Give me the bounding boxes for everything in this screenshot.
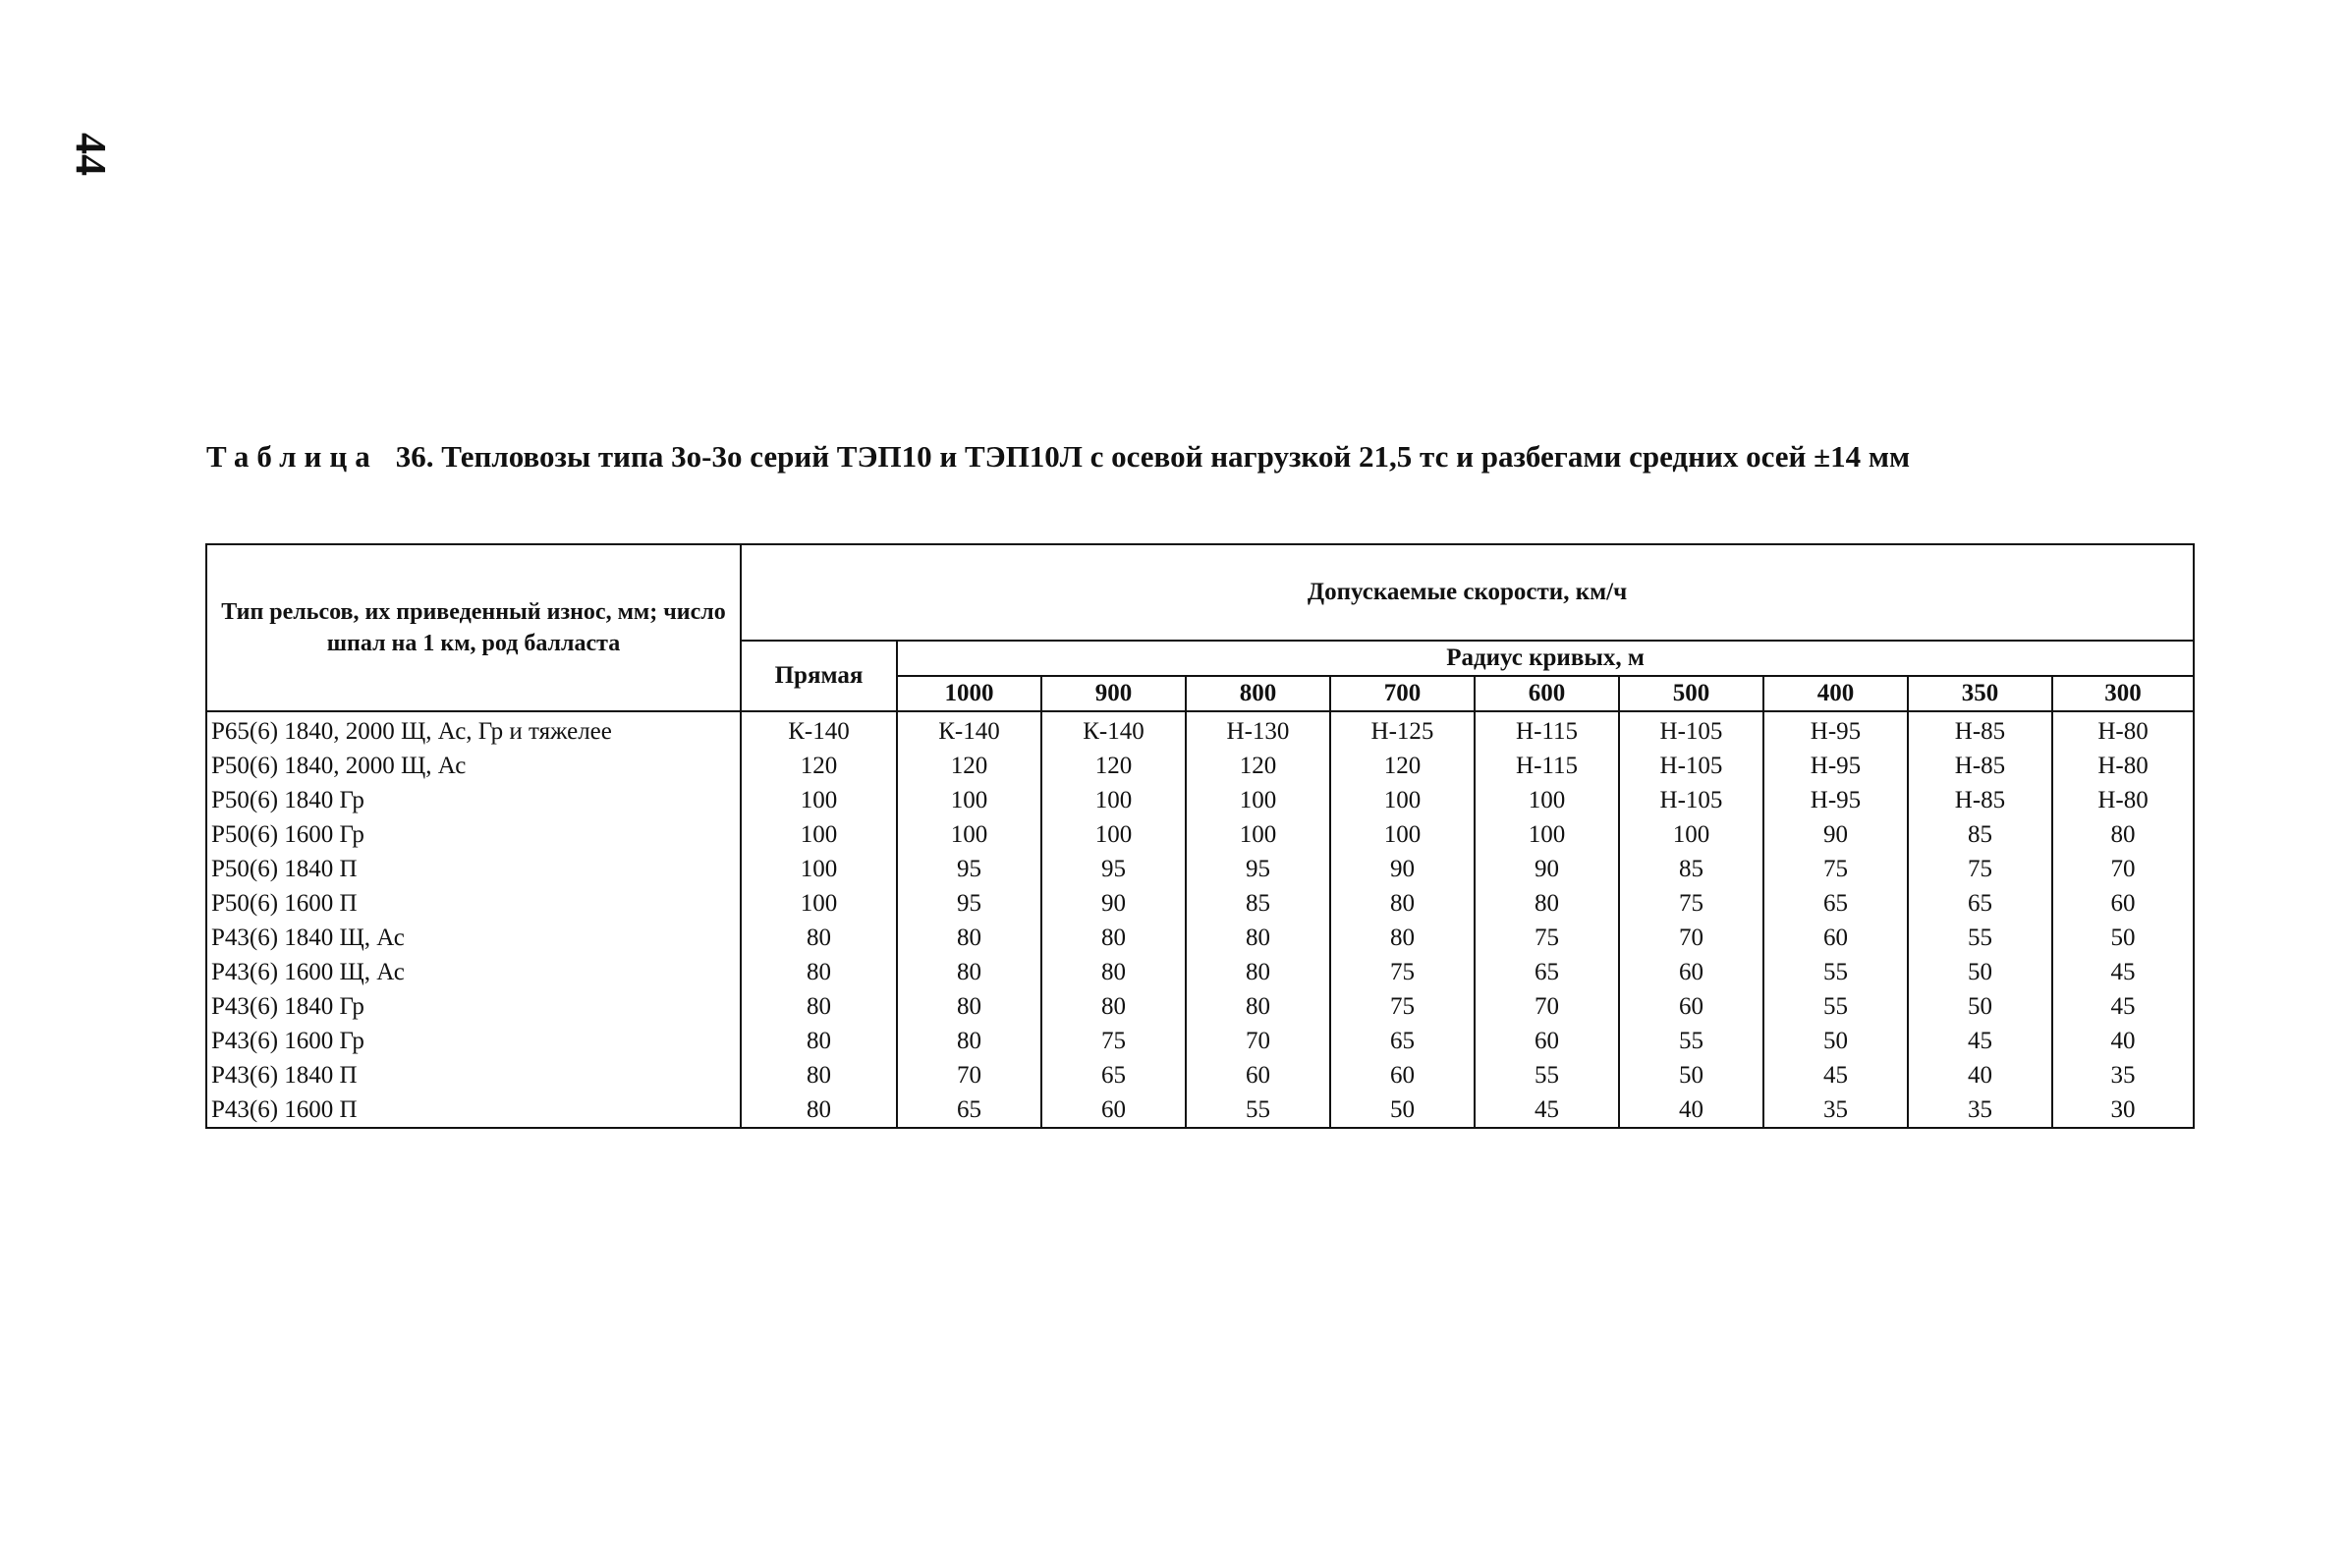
- rail-type-cell: Р43(6) 1600 Гр: [206, 1024, 741, 1058]
- speed-cell: 50: [1763, 1024, 1908, 1058]
- speed-cell: 60: [1475, 1024, 1619, 1058]
- speed-cell: 60: [1763, 921, 1908, 955]
- speed-cell: 45: [1908, 1024, 2052, 1058]
- speed-cell: Н-95: [1763, 783, 1908, 817]
- speed-cell: 70: [1186, 1024, 1330, 1058]
- speed-cell: 65: [1763, 886, 1908, 921]
- speed-cell: Н-105: [1619, 783, 1763, 817]
- speed-cell: Н-85: [1908, 749, 2052, 783]
- speed-cell: 120: [897, 749, 1041, 783]
- radius-value: 800: [1186, 676, 1330, 711]
- speed-cell: 80: [1475, 886, 1619, 921]
- speed-cell: 45: [2052, 989, 2194, 1024]
- speed-cell: 100: [897, 817, 1041, 852]
- speed-cell: Н-85: [1908, 783, 2052, 817]
- caption-prefix: Таблица: [206, 439, 378, 474]
- speed-cell: 120: [1330, 749, 1475, 783]
- speed-cell: 100: [897, 783, 1041, 817]
- speed-cell: 100: [741, 886, 897, 921]
- speed-cell: 95: [1186, 852, 1330, 886]
- radius-value: 300: [2052, 676, 2194, 711]
- speed-cell: Н-80: [2052, 711, 2194, 749]
- speed-cell: 35: [2052, 1058, 2194, 1092]
- speed-cell: 90: [1330, 852, 1475, 886]
- speed-cell: 55: [1908, 921, 2052, 955]
- rail-type-cell: Р43(6) 1840 Щ, Ас: [206, 921, 741, 955]
- speed-cell: 90: [1041, 886, 1186, 921]
- speed-cell: 100: [1041, 817, 1186, 852]
- radius-value: 600: [1475, 676, 1619, 711]
- speed-cell: 85: [1186, 886, 1330, 921]
- speed-cell: 100: [1186, 783, 1330, 817]
- speed-cell: 80: [741, 921, 897, 955]
- speed-cell: К-140: [897, 711, 1041, 749]
- speed-cell: 80: [897, 955, 1041, 989]
- rail-type-cell: Р65(6) 1840, 2000 Щ, Ас, Гр и тяжелее: [206, 711, 741, 749]
- speed-cell: Н-105: [1619, 749, 1763, 783]
- speed-cell: 75: [1475, 921, 1619, 955]
- table-row: [206, 817, 2194, 852]
- radius-value: 400: [1763, 676, 1908, 711]
- speed-cell: 65: [1475, 955, 1619, 989]
- rail-type-cell: Р43(6) 1840 Гр: [206, 989, 741, 1024]
- table-row: [206, 783, 2194, 817]
- speed-table: [205, 543, 2195, 1129]
- speed-cell: 40: [1908, 1058, 2052, 1092]
- table-row: [206, 749, 2194, 783]
- radius-value: 350: [1908, 676, 2052, 711]
- speed-cell: 55: [1619, 1024, 1763, 1058]
- row-header: Тип рельсов, их приведенный износ, мм; число шпал на 1 км, род балласта: [206, 544, 741, 711]
- speed-cell: 35: [1908, 1092, 2052, 1128]
- speed-cell: 85: [1908, 817, 2052, 852]
- speed-cell: 60: [2052, 886, 2194, 921]
- speed-cell: 80: [741, 1024, 897, 1058]
- rail-type-cell: Р50(6) 1600 П: [206, 886, 741, 921]
- speed-cell: 80: [741, 955, 897, 989]
- table-row: [206, 955, 2194, 989]
- speed-cell: 100: [1619, 817, 1763, 852]
- speed-cell: 60: [1619, 989, 1763, 1024]
- speed-cell: 30: [2052, 1092, 2194, 1128]
- table-row: [206, 852, 2194, 886]
- speed-cell: 75: [1041, 1024, 1186, 1058]
- speed-cell: 75: [1330, 955, 1475, 989]
- table-row: [206, 1092, 2194, 1128]
- speed-cell: 100: [741, 817, 897, 852]
- speed-cell: 60: [1330, 1058, 1475, 1092]
- speed-cell: 95: [897, 852, 1041, 886]
- speed-cell: 65: [1041, 1058, 1186, 1092]
- speed-cell: Н-85: [1908, 711, 2052, 749]
- speed-cell: 80: [897, 989, 1041, 1024]
- speed-cell: 70: [2052, 852, 2194, 886]
- speed-cell: 120: [1186, 749, 1330, 783]
- speed-cell: 90: [1475, 852, 1619, 886]
- table-row: [206, 989, 2194, 1024]
- rail-type-cell: Р50(6) 1600 Гр: [206, 817, 741, 852]
- speed-cell: 70: [1475, 989, 1619, 1024]
- rail-type-cell: Р50(6) 1840 П: [206, 852, 741, 886]
- speed-cell: Н-95: [1763, 749, 1908, 783]
- radius-header: Радиус кривых, м: [897, 641, 2194, 676]
- rail-type-cell: Р50(6) 1840, 2000 Щ, Ас: [206, 749, 741, 783]
- speed-cell: 95: [897, 886, 1041, 921]
- speed-cell: 80: [897, 1024, 1041, 1058]
- speed-cell: 55: [1186, 1092, 1330, 1128]
- table-row: [206, 711, 2194, 749]
- speed-cell: Н-115: [1475, 711, 1619, 749]
- speed-cell: 50: [1908, 955, 2052, 989]
- speed-cell: 75: [1330, 989, 1475, 1024]
- speed-cell: 70: [1619, 921, 1763, 955]
- speed-cell: 95: [1041, 852, 1186, 886]
- speed-cell: 75: [1908, 852, 2052, 886]
- radius-value: 700: [1330, 676, 1475, 711]
- speed-cell: 100: [741, 783, 897, 817]
- table-caption: [206, 439, 2201, 475]
- table-row: [206, 1058, 2194, 1092]
- rail-type-cell: Р43(6) 1600 П: [206, 1092, 741, 1128]
- speed-cell: 65: [897, 1092, 1041, 1128]
- page-number: 44: [67, 133, 115, 176]
- speed-cell: 45: [2052, 955, 2194, 989]
- speed-cell: 100: [1330, 783, 1475, 817]
- speed-cell: 100: [1475, 817, 1619, 852]
- speed-cell: 80: [1041, 921, 1186, 955]
- table-body: [206, 711, 2194, 1128]
- radius-value: 500: [1619, 676, 1763, 711]
- straight-header: Прямая: [741, 641, 897, 711]
- speed-cell: 55: [1763, 955, 1908, 989]
- speed-cell: 60: [1186, 1058, 1330, 1092]
- speed-cell: 75: [1763, 852, 1908, 886]
- speed-cell: 60: [1619, 955, 1763, 989]
- speed-cell: 80: [741, 1092, 897, 1128]
- rail-type-cell: Р43(6) 1840 П: [206, 1058, 741, 1092]
- speed-cell: 100: [1475, 783, 1619, 817]
- speed-cell: Н-95: [1763, 711, 1908, 749]
- speed-cell: 40: [2052, 1024, 2194, 1058]
- speed-cell: 80: [741, 989, 897, 1024]
- speed-cell: 100: [1330, 817, 1475, 852]
- speed-cell: 50: [1330, 1092, 1475, 1128]
- table-row: [206, 921, 2194, 955]
- speed-cell: 35: [1763, 1092, 1908, 1128]
- speed-cell: 55: [1475, 1058, 1619, 1092]
- speed-cell: 100: [741, 852, 897, 886]
- speed-cell: 80: [1186, 955, 1330, 989]
- speed-cell: Н-125: [1330, 711, 1475, 749]
- speed-cell: 50: [2052, 921, 2194, 955]
- radius-value: 1000: [897, 676, 1041, 711]
- table-row: [206, 886, 2194, 921]
- group-header: Допускаемые скорости, км/ч: [741, 544, 2194, 641]
- speed-cell: Н-80: [2052, 783, 2194, 817]
- speed-cell: 100: [1186, 817, 1330, 852]
- speed-cell: 80: [2052, 817, 2194, 852]
- speed-cell: 60: [1041, 1092, 1186, 1128]
- speed-cell: 120: [1041, 749, 1186, 783]
- speed-cell: 55: [1763, 989, 1908, 1024]
- speed-cell: Н-105: [1619, 711, 1763, 749]
- speed-cell: Н-80: [2052, 749, 2194, 783]
- speed-cell: 45: [1763, 1058, 1908, 1092]
- speed-table-container: [205, 543, 2195, 1129]
- rail-type-cell: Р50(6) 1840 Гр: [206, 783, 741, 817]
- speed-cell: 70: [897, 1058, 1041, 1092]
- speed-cell: 85: [1619, 852, 1763, 886]
- caption-text: 36. Тепловозы типа 3о-3о серий ТЭП10 и ТЭП10Л с осевой нагрузкой 21,5 тс и разбегами средних осей ±14 мм: [395, 439, 1911, 474]
- speed-cell: 80: [1186, 989, 1330, 1024]
- speed-cell: К-140: [741, 711, 897, 749]
- speed-cell: Н-115: [1475, 749, 1619, 783]
- speed-cell: 100: [1041, 783, 1186, 817]
- speed-cell: Н-130: [1186, 711, 1330, 749]
- speed-cell: 65: [1330, 1024, 1475, 1058]
- speed-cell: 120: [741, 749, 897, 783]
- speed-cell: 80: [1186, 921, 1330, 955]
- speed-cell: 65: [1908, 886, 2052, 921]
- radius-value: 900: [1041, 676, 1186, 711]
- speed-cell: 50: [1619, 1058, 1763, 1092]
- speed-cell: 50: [1908, 989, 2052, 1024]
- speed-cell: 80: [1041, 955, 1186, 989]
- speed-cell: 40: [1619, 1092, 1763, 1128]
- speed-cell: 45: [1475, 1092, 1619, 1128]
- table-row: [206, 1024, 2194, 1058]
- speed-cell: 80: [897, 921, 1041, 955]
- speed-cell: 80: [741, 1058, 897, 1092]
- speed-cell: 90: [1763, 817, 1908, 852]
- speed-cell: К-140: [1041, 711, 1186, 749]
- speed-cell: 80: [1330, 886, 1475, 921]
- rail-type-cell: Р43(6) 1600 Щ, Ас: [206, 955, 741, 989]
- speed-cell: 80: [1041, 989, 1186, 1024]
- speed-cell: 80: [1330, 921, 1475, 955]
- speed-cell: 75: [1619, 886, 1763, 921]
